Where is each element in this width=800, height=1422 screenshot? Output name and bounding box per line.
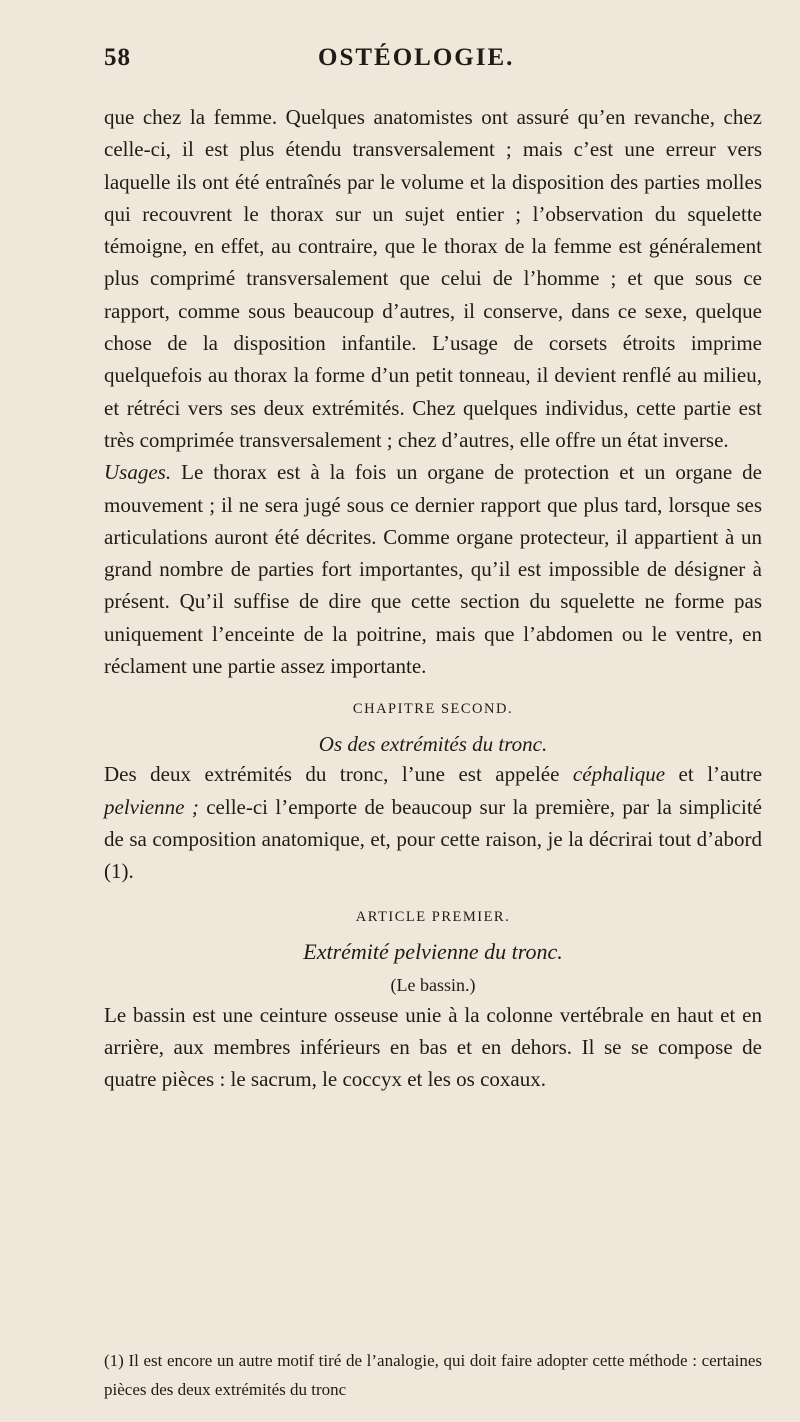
footnote-text: (1) Il est encore un autre motif tiré de l’analogie, qui doit faire adopter cette méthode : certaines pièces des deux extrémités du tronc (104, 1351, 762, 1399)
usages-text: Le thorax est à la fois un organe de protection et un organe de mouvement ; il ne sera jugé sous ce dernier rapport que plus tard, lorsque ses articulations auront été décrites. Comme organe protecteur, il appartient à un grand nombre de parties fort importantes, qu’il est impossible de désigner à présent. Qu’il suffise de dire que cette section du squelette ne forme pas uniquement l’enceinte de la poitrine, mais que l’abdomen ou le ventre, en réclament une partie assez importante. (104, 460, 762, 679)
paragraph-usages (104, 456, 762, 682)
header-title: OSTÉOLOGIE. (318, 44, 515, 71)
article-title: Extrémité pelvienne du tronc. (303, 938, 563, 964)
chapter-title: Os des extrémités du tronc. (318, 732, 548, 757)
paragraph-thorax-sex-difference: que chez la femme. Quelques anatomistes ont assuré qu’en revanche, chez celle-ci, il est plus étendu transversalement ; mais c’est une erreur vers laquelle ils ont été entraînés par le volume et la disposition des parties molles qui recouvrent le thorax sur un sujet entier ; l’observation du squelette témoigne, en effet, au contraire, que le thorax de la femme est généralement plus comprimé transversalement que celui de l’homme ; et que sous ce rapport, comme sous beaucoup d’autres, il conserve, dans ce sexe, quelque chose de la disposition infantile. L’usage de corsets étroits imprime quelquefois au thorax la forme d’un petit tonneau, il devient renflé au milieu, et rétréci vers ses deux extrémités. Chez quelques individus, cette partie est très comprimée transversalement ; chez d’autres, elle offre un état inverse. (104, 105, 762, 452)
term-pelvienne: pelvienne ; (104, 794, 199, 819)
page-number: 58 (104, 44, 131, 71)
running-head (104, 44, 758, 82)
usages-label: Usages. (104, 460, 172, 485)
chapter-heading: CHAPITRE SECOND. (352, 701, 514, 718)
extremities-text-a: Des deux extrémités du tronc, l’une est appelée (104, 762, 573, 787)
extremities-text-c: celle-ci l’emporte de beaucoup sur la première, par la simplicité de sa composition anatomique, et, pour cette raison, je la décrirai tout d’abord (1). (104, 794, 762, 884)
term-cephalique: céphalique (572, 762, 666, 787)
paragraph-bassin: Le bassin est une ceinture osseuse unie à la colonne vertébrale en haut et en arrière, aux membres inférieurs en bas et en dehors. Il se se compose de quatre pièces : le sacrum, le coccyx et les os coxaux. (104, 1002, 762, 1092)
article-subtitle: (Le bassin.) (390, 974, 476, 995)
extremities-text-b: et l’autre (665, 762, 763, 787)
paragraph-extremities (104, 758, 762, 887)
main-text (104, 101, 762, 1095)
article-heading: ARTICLE PREMIER. (355, 908, 511, 925)
footnote (104, 1346, 762, 1404)
